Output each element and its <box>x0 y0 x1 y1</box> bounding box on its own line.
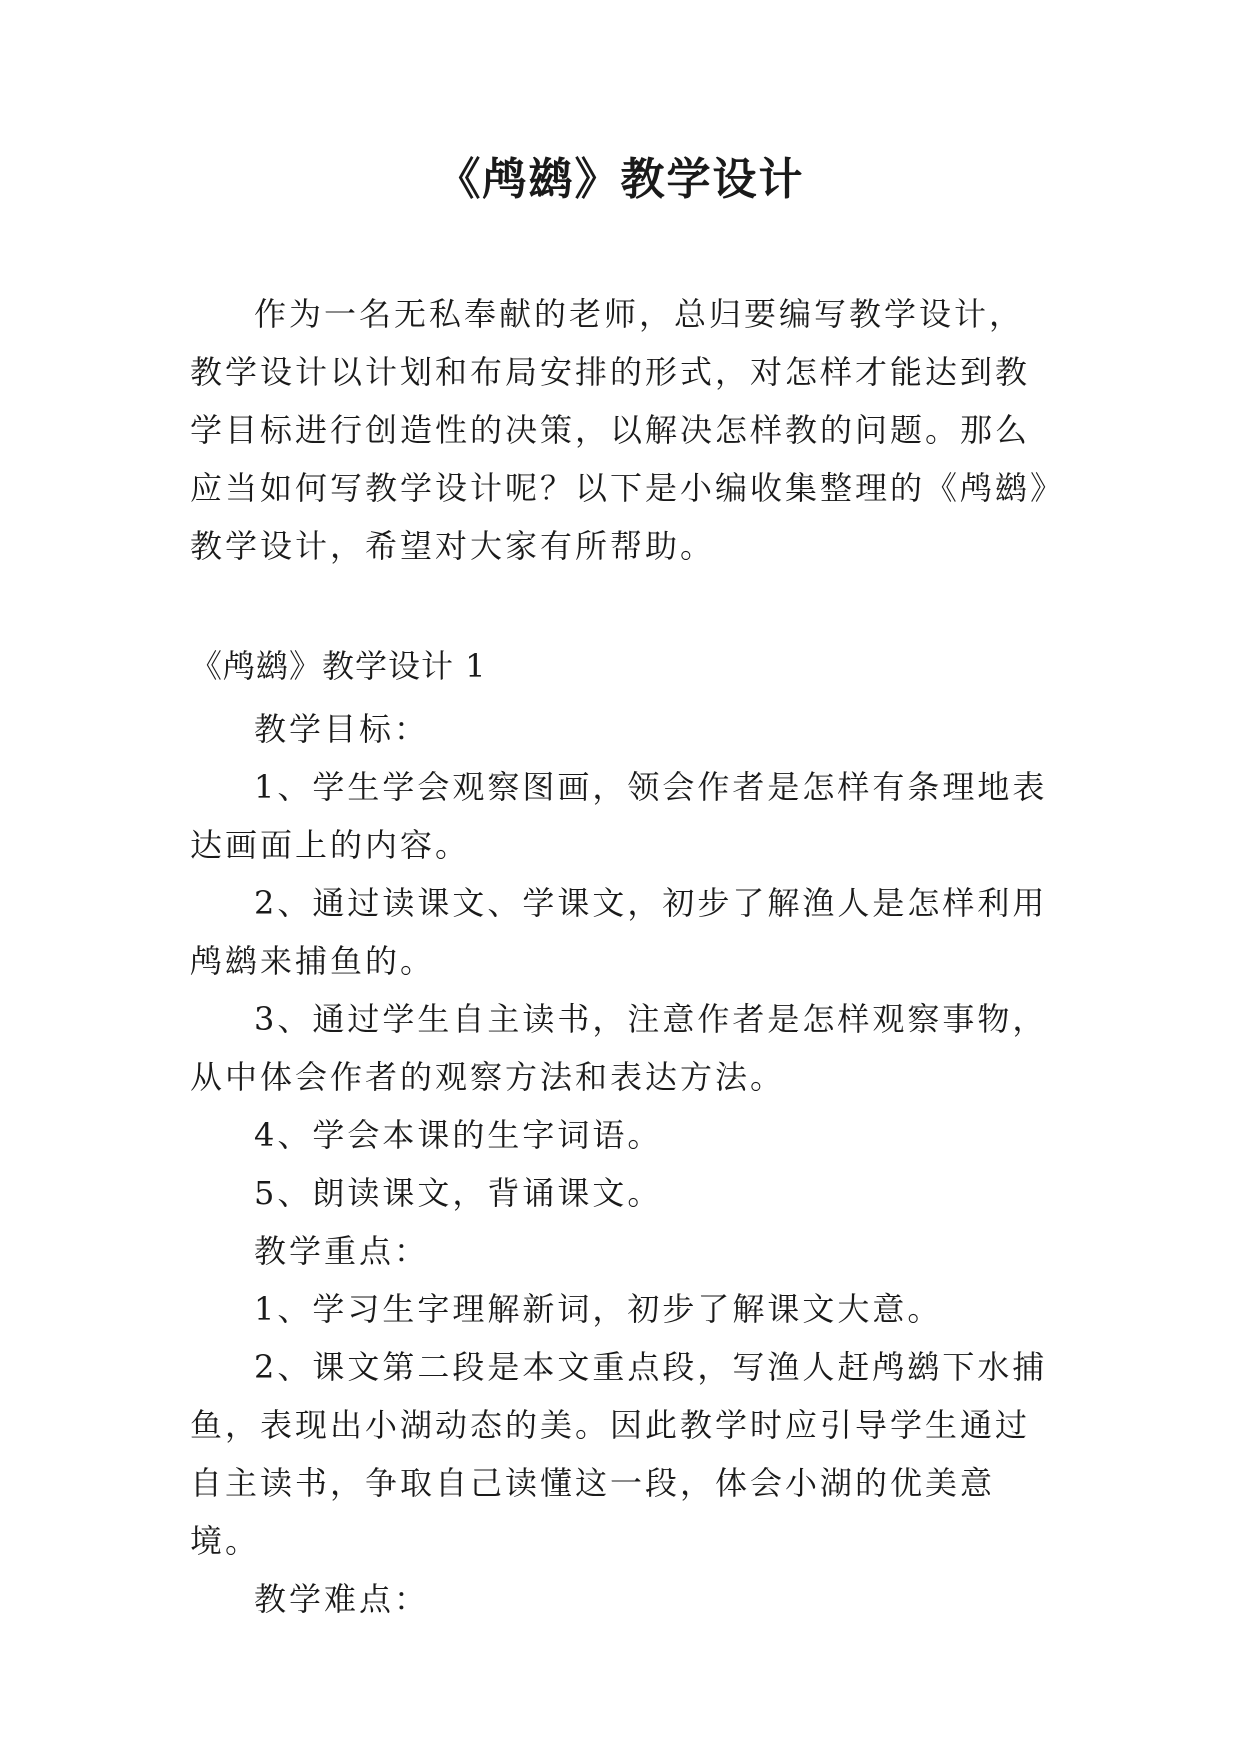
objectives-heading: 教学目标： <box>254 710 430 748</box>
section-heading: 《鸬鹚》教学设计 1 <box>190 647 487 685</box>
key-points-heading: 教学重点： <box>254 1232 430 1270</box>
objective-item-1: 1、学生学会观察图画，领会作者是怎样有条理地表达画面上的内容。 <box>190 768 1048 864</box>
difficulties-heading: 教学难点： <box>254 1580 430 1618</box>
objective-item-3: 3、通过学生自主读书，注意作者是怎样观察事物，从中体会作者的观察方法和表达方法。 <box>190 1000 1048 1096</box>
key-point-item-1: 1、学习生字理解新词，初步了解课文大意。 <box>254 1290 943 1328</box>
objective-item-4: 4、学会本课的生字词语。 <box>254 1116 663 1154</box>
intro-paragraph: 作为一名无私奉献的老师，总归要编写教学设计，教学设计以计划和布局安排的形式，对怎样才能达到教学目标进行创造性的决策，以解决怎样教的问题。那么应当如何写教学设计呢？以下是小编收集整理的《鸬鹚》教学设计，希望对大家有所帮助。 <box>190 295 1050 565</box>
document-title: 《鸬鹚》教学设计 <box>436 154 805 205</box>
objective-item-2: 2、通过读课文、学课文，初步了解渔人是怎样利用鸬鹚来捕鱼的。 <box>190 884 1048 980</box>
key-point-item-2: 2、课文第二段是本文重点段，写渔人赶鸬鹚下水捕鱼，表现出小湖动态的美。因此教学时应引导学生通过自主读书，争取自己读懂这一段，体会小湖的优美意境。 <box>190 1348 1048 1560</box>
objective-item-5: 5、朗读课文，背诵课文。 <box>254 1174 663 1212</box>
document-body <box>190 640 1050 1628</box>
